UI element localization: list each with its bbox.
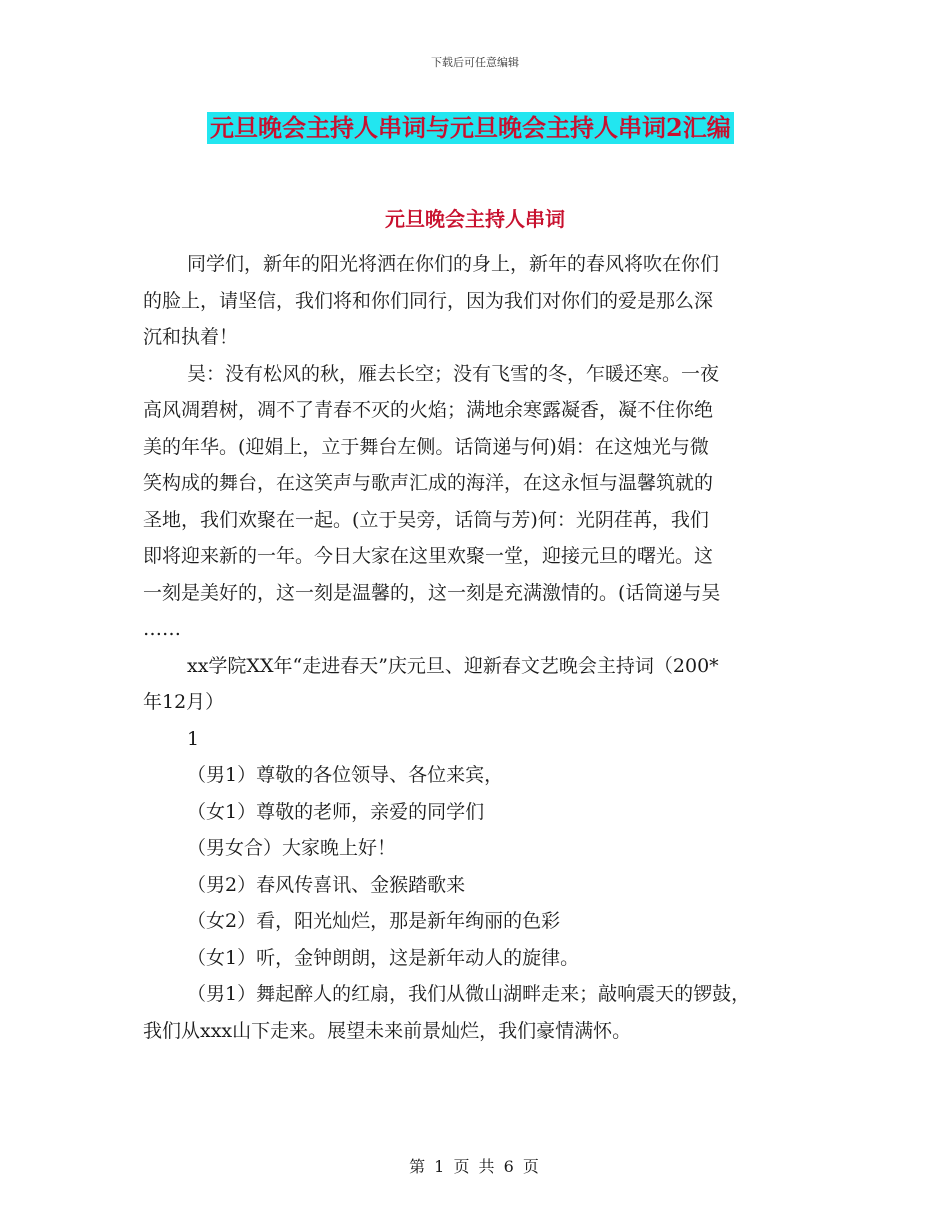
- document-body: [143, 246, 823, 1049]
- body-line: （男女合）大家晚上好！: [187, 837, 397, 859]
- body-line: （男1）尊敬的各位领导、各位来宾，: [187, 764, 504, 786]
- body-line: （男2）春风传喜讯、金猴踏歌来: [187, 873, 466, 896]
- body-line: 即将迎来新的一年。今日大家在这里欢聚一堂，迎接元旦的曙光。这: [143, 545, 714, 567]
- body-line: （男1）舞起醉人的红扇，我们从微山湖畔走来；敲响震天的锣鼓，: [187, 983, 751, 1005]
- body-line: （女1）尊敬的老师，亲爱的同学们: [187, 800, 485, 823]
- body-line: 的脸上，请坚信，我们将和你们同行，因为我们对你们的爱是那么深: [143, 289, 714, 312]
- body-line: 高风凋碧树，凋不了青春不灭的火焰；满地余寒露凝香，凝不住你绝: [143, 399, 714, 421]
- body-line: 圣地，我们欢聚在一起。(立于吴旁，话筒与芳)何：光阴荏苒，我们: [143, 508, 709, 531]
- body-line: 年12月）: [143, 691, 225, 713]
- body-line: xx学院XX年“走进春天”庆元旦、迎新春文艺晚会主持词（200*: [187, 654, 719, 677]
- body-line: 吴：没有松风的秋，雁去长空；没有飞雪的冬，乍暖还寒。一夜: [187, 362, 720, 385]
- body-line: （女2）看，阳光灿烂，那是新年绚丽的色彩: [187, 910, 561, 932]
- header-note: 下载后可任意编辑: [431, 56, 519, 69]
- body-line: 我们从xxx山下走来。展望未来前景灿烂，我们豪情满怀。: [143, 1019, 632, 1042]
- body-line: （女1）听，金钟朗朗，这是新年动人的旋律。: [187, 946, 580, 969]
- body-line: ……: [143, 618, 181, 640]
- body-line: 笑构成的舞台，在这笑声与歌声汇成的海洋，在这永恒与温馨筑就的: [143, 472, 714, 494]
- body-line: 1: [187, 727, 200, 750]
- body-line: 美的年华。(迎娟上，立于舞台左侧。话筒递与何)娟：在这烛光与微: [143, 435, 709, 458]
- page-footer: 第 1 页 共 6 页: [409, 1157, 541, 1176]
- document-title: 元旦晚会主持人串词与元旦晚会主持人串词2汇编: [207, 112, 734, 144]
- body-line: 一刻是美好的，这一刻是温馨的，这一刻是充满激情的。(话筒递与吴: [143, 581, 721, 604]
- body-line: 同学们，新年的阳光将洒在你们的身上，新年的春风将吹在你们: [187, 253, 720, 275]
- body-line: 沉和执着！: [143, 326, 239, 348]
- section-title: 元旦晚会主持人串词: [385, 207, 565, 231]
